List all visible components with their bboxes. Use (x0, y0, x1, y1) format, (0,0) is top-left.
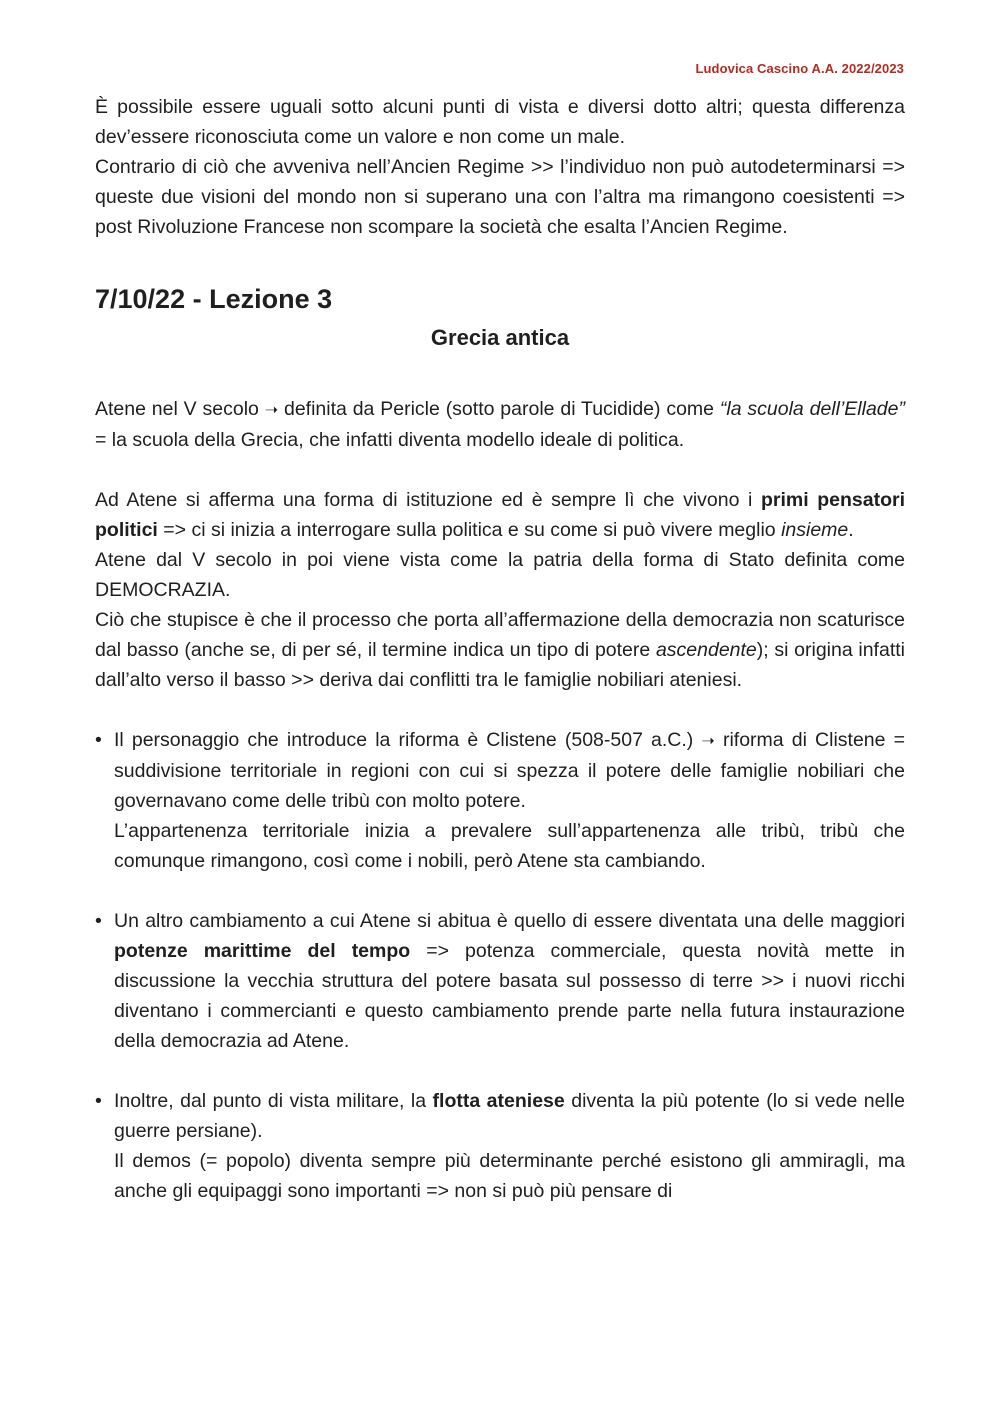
bullet-text (114, 1086, 905, 1146)
paragraph-processo (95, 605, 905, 695)
paragraph-text: Ad Atene si afferma una forma di istituzione ed è sempre lì che vivono i (95, 489, 761, 511)
lesson-subtitle: Grecia antica (430, 325, 570, 350)
bullet-list (95, 725, 905, 1206)
italic-term: insieme (781, 519, 849, 541)
paragraph-text: Atene nel V secolo (95, 398, 265, 420)
intro-paragraph-2: Contrario di ciò che avveniva nell’Ancien Regime >> l’individuo non può autodeterminarsi => queste due visioni del mondo non si superano una con l’altra ma rimangono coesistenti => post Rivoluzione Francese non scompare la società che esalta l’Ancien Regime. (95, 156, 905, 238)
list-item (95, 725, 905, 876)
paragraph-text: definita da Pericle (sotto parole di Tucidide) come (278, 398, 720, 420)
paragraph-atene (95, 394, 905, 455)
paragraph-text: => ci si inizia a interrogare sulla politica e su come si può vivere meglio (157, 519, 782, 541)
bullet-text (114, 906, 905, 1056)
paragraph-democrazia: Atene dal V secolo in poi viene vista come la patria della forma di Stato definita come DEMOCRAZIA. (95, 549, 905, 601)
paragraph-text: . (848, 519, 854, 541)
document-header-note: Ludovica Cascino A.A. 2022/2023 (695, 61, 904, 76)
paragraph-text: Inoltre, dal punto di vista militare, la (114, 1090, 433, 1112)
arrow-right-icon: ➝ (701, 731, 715, 750)
arrow-right-icon: ➝ (264, 400, 279, 419)
paragraph-text: = la scuola della Grecia, che infatti diventa modello ideale di politica. (95, 429, 685, 451)
document-body (95, 92, 905, 1206)
spacer (95, 695, 905, 725)
spacer (95, 455, 905, 485)
intro-paragraph-1: È possibile essere uguali sotto alcuni punti di vista e diversi dotto altri; questa differenza dev’essere riconosciuta come un valore e non come un male. (95, 96, 905, 148)
bullet-dot: • (95, 729, 102, 751)
lesson-title: 7/10/22 - Lezione 3 (95, 284, 333, 314)
bullet-continuation: L’appartenenza territoriale inizia a prevalere sull’appartenenza alle tribù, tribù che comunque rimangono, così come i nobili, però Atene sta cambiando. (114, 820, 905, 872)
bold-term: flotta ateniese (432, 1090, 565, 1112)
paragraph-text: Ciò che stupisce è che il processo che porta all’affermazione della democrazia non scaturisce dal basso (anche se, di per sé, il termine indica un tipo di potere (95, 609, 905, 661)
bullet-dot: • (95, 910, 102, 932)
paragraph-text: diventa la più potente (lo si vede nelle guerre persiane). (114, 1090, 905, 1142)
paragraph-text: ); si origina infatti dall’alto verso il basso >> deriva dai conflitti tra le famiglie nobiliari ateniesi. (95, 639, 905, 691)
paragraph-text: Il personaggio che introduce la riforma è Clistene (508-507 a.C.) (114, 729, 702, 751)
paragraph-text: => potenza commerciale, questa novità mette in discussione la vecchia struttura del potere basata sul possesso di terre >> i nuovi ricchi diventano i commercianti e questo cambiamento prende parte nella futura instaurazione della democrazia ad Atene. (114, 940, 905, 1052)
list-item (95, 906, 905, 1056)
bold-term: primi pensatori politici (95, 489, 905, 541)
bullet-text (114, 725, 905, 816)
bold-term: potenze marittime del tempo (114, 940, 411, 962)
paragraph-pensatori (95, 485, 905, 545)
paragraph-text: Un altro cambiamento a cui Atene si abitua è quello di essere diventata una delle maggiori (114, 910, 905, 932)
spacer (95, 242, 905, 279)
bullet-continuation: Il demos (= popolo) diventa sempre più determinante perché esistono gli ammiragli, ma anche gli equipaggi sono importanti => non si può più pensare di (114, 1150, 905, 1202)
spacer (95, 1056, 905, 1086)
spacer (95, 357, 905, 394)
bullet-dot: • (95, 1090, 102, 1112)
italic-term: ascendente (655, 639, 757, 661)
list-item (95, 1086, 905, 1206)
italic-quote: “la scuola dell’Ellade” (719, 398, 905, 420)
spacer (95, 876, 905, 906)
paragraph-text: riforma di Clistene = suddivisione territoriale in regioni con cui si spezza il potere delle famiglie nobiliari che governavano come delle tribù con molto potere. (114, 729, 905, 812)
